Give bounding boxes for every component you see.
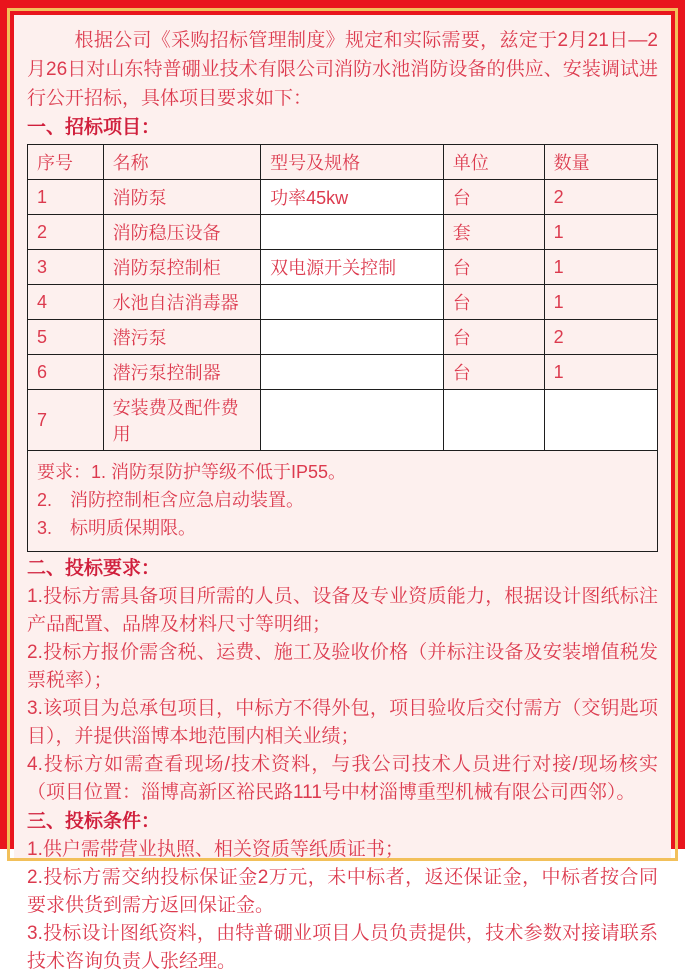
cell-unit: 套 [443, 215, 544, 250]
cell-unit: 台 [443, 285, 544, 320]
column-header-spec: 型号及规格 [261, 145, 444, 180]
column-header-index: 序号 [28, 145, 104, 180]
cell-quantity: 1 [544, 215, 657, 250]
table-row [28, 250, 658, 285]
table-requirements-row [28, 451, 658, 552]
column-header-unit: 单位 [443, 145, 544, 180]
list-paragraph: 1.供户需带营业执照、相关资质等纸质证书； [27, 839, 404, 860]
cell-name: 消防稳压设备 [103, 215, 261, 250]
cell-quantity: 1 [544, 355, 657, 390]
table-row [28, 320, 658, 355]
table-row [28, 215, 658, 250]
decorative-gold-frame [7, 8, 678, 972]
cell-quantity: 2 [544, 180, 657, 215]
table-row [28, 355, 658, 390]
cell-spec: 功率45kw [261, 180, 444, 215]
tender-table-body [28, 180, 658, 451]
requirement-line: 3. 标明质保期限。 [37, 518, 197, 538]
cell-index: 3 [28, 250, 104, 285]
cell-spec [261, 355, 444, 390]
cell-spec [261, 215, 444, 250]
table-header-row [28, 145, 658, 180]
cell-name: 消防泵 [103, 180, 261, 215]
cell-unit: 台 [443, 180, 544, 215]
section2-heading: 二、投标要求： [27, 558, 161, 579]
cell-name: 潜污泵控制器 [103, 355, 261, 390]
cell-quantity: 1 [544, 285, 657, 320]
cell-spec [261, 285, 444, 320]
cell-quantity: 1 [544, 250, 657, 285]
requirement-line: 要求：1. 消防泵防护等级不低于IP55。 [37, 462, 347, 482]
table-requirements-cell [28, 451, 658, 552]
table-row [28, 390, 658, 451]
column-header-name: 名称 [103, 145, 261, 180]
list-paragraph: 1.投标方需具备项目所需的人员、设备及专业资质能力，根据设计图纸标注产品配置、品牌及材料尺寸等明细； [27, 586, 658, 635]
cell-quantity [544, 390, 657, 451]
cell-spec [261, 320, 444, 355]
section3-heading: 三、投标条件： [27, 811, 161, 832]
cell-name: 潜污泵 [103, 320, 261, 355]
list-paragraph: 3.该项目为总承包项目，中标方不得外包，项目验收后交付需方（交钥匙项目），并提供淄博本地范围内相关业绩； [27, 698, 658, 747]
cell-index: 6 [28, 355, 104, 390]
list-paragraph: 2.投标方需交纳投标保证金2万元，未中标者，返还保证金，中标者按合同要求供货到需方返回保证金。 [27, 867, 658, 916]
cell-name: 消防泵控制柜 [103, 250, 261, 285]
column-header-quantity: 数量 [544, 145, 657, 180]
cell-index: 1 [28, 180, 104, 215]
list-paragraph: 2.投标方报价需含税、运费、施工及验收价格（并标注设备及安装增值税发票税率）； [27, 642, 658, 691]
cell-name: 安装费及配件费用 [103, 390, 261, 451]
cell-index: 4 [28, 285, 104, 320]
intro-paragraph: 根据公司《采购招标管理制度》规定和实际需要，兹定于2月21日—2月26日对山东特普硼业技术有限公司消防水池消防设备的供应、安装调试进行公开招标，具体项目要求如下： [27, 30, 658, 109]
cell-index: 5 [28, 320, 104, 355]
document-content [14, 15, 671, 972]
table-row [28, 285, 658, 320]
cell-unit: 台 [443, 320, 544, 355]
section2-items [27, 583, 658, 807]
section1-heading: 一、招标项目： [27, 117, 161, 138]
section3-items [27, 836, 658, 976]
tender-items-table [27, 144, 658, 552]
cell-unit [443, 390, 544, 451]
cell-spec: 双电源开关控制 [261, 250, 444, 285]
table-row [28, 180, 658, 215]
list-paragraph: 4.投标方如需查看现场/技术资料，与我公司技术人员进行对接/现场核实（项目位置：淄博高新区裕民路111号中材淄博重型机械有限公司西邻）。 [27, 754, 658, 803]
cell-unit: 台 [443, 355, 544, 390]
cell-name: 水池自洁消毒器 [103, 285, 261, 320]
requirement-line: 2. 消防控制柜含应急启动装置。 [37, 490, 305, 510]
list-paragraph: 3.投标设计图纸资料，由特普硼业项目人员负责提供，技术参数对接请联系技术咨询负责人张经理。 [27, 923, 658, 972]
cell-quantity: 2 [544, 320, 657, 355]
cell-spec [261, 390, 444, 451]
cell-index: 7 [28, 390, 104, 451]
cell-unit: 台 [443, 250, 544, 285]
cell-index: 2 [28, 215, 104, 250]
